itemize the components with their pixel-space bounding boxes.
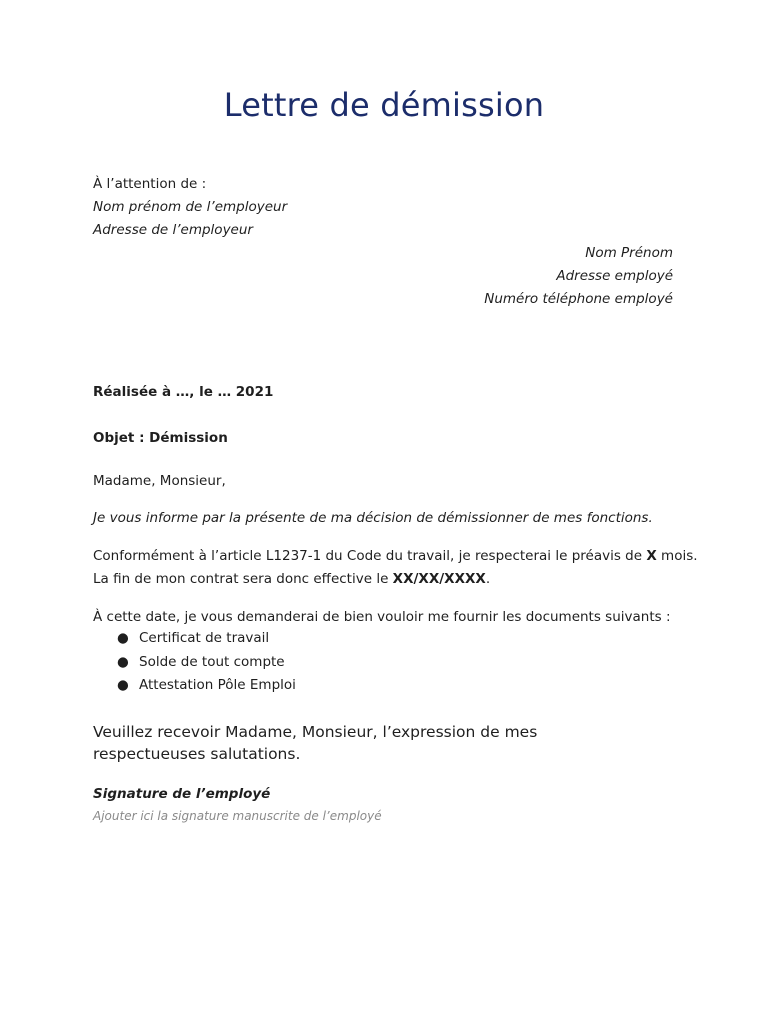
notice-period: X [646, 548, 657, 564]
closing-formula: Veuillez recevoir Madame, Monsieur, l’expression de mes respectueuses salutations. [93, 723, 538, 763]
salutation: Madame, Monsieur, [93, 473, 226, 489]
end-date-text-before: La fin de mon contrat sera donc effective le [93, 571, 393, 587]
paragraph-notice-line1 [93, 547, 698, 565]
documents-list [93, 629, 296, 700]
employer-name: Nom prénom de l’employeur [93, 199, 288, 215]
document-label: Certificat de travail [139, 630, 270, 646]
employer-address: Adresse de l’employeur [93, 222, 253, 238]
end-date: XX/XX/XXXX [392, 571, 486, 587]
list-item [93, 653, 296, 677]
sender-phone: Numéro téléphone employé [484, 291, 673, 307]
paragraph-notice-line2 [93, 570, 490, 588]
bullet-icon: ● [117, 677, 129, 693]
document-label: Attestation Pôle Emploi [139, 677, 296, 693]
page-title: Lettre de démission [223, 86, 545, 124]
paragraph-documents-intro: À cette date, je vous demanderai de bien vouloir me fournir les documents suivants : [93, 609, 671, 625]
bullet-icon: ● [117, 653, 129, 670]
paragraph-decision: Je vous informe par la présente de ma décision de démissionner de mes fonctions. [93, 510, 653, 526]
signature-title: Signature de l’employé [93, 786, 271, 802]
end-date-text-after: . [485, 571, 491, 587]
notice-text-after: mois. [656, 548, 698, 564]
notice-text-before: Conformément à l’article L1237-1 du Code du travail, je respecterai le préavis de [93, 548, 647, 564]
attention-label: À l’attention de : [93, 176, 207, 192]
list-item [93, 629, 296, 653]
sender-address: Adresse employé [556, 268, 673, 284]
document-label: Solde de tout compte [139, 653, 285, 670]
subject-line: Objet : Démission [93, 430, 228, 446]
place-date: Réalisée à …, le … 2021 [93, 384, 274, 400]
list-item [93, 676, 296, 700]
bullet-icon: ● [117, 630, 129, 646]
signature-hint: Ajouter ici la signature manuscrite de l’employé [93, 809, 382, 823]
sender-name: Nom Prénom [585, 245, 673, 261]
